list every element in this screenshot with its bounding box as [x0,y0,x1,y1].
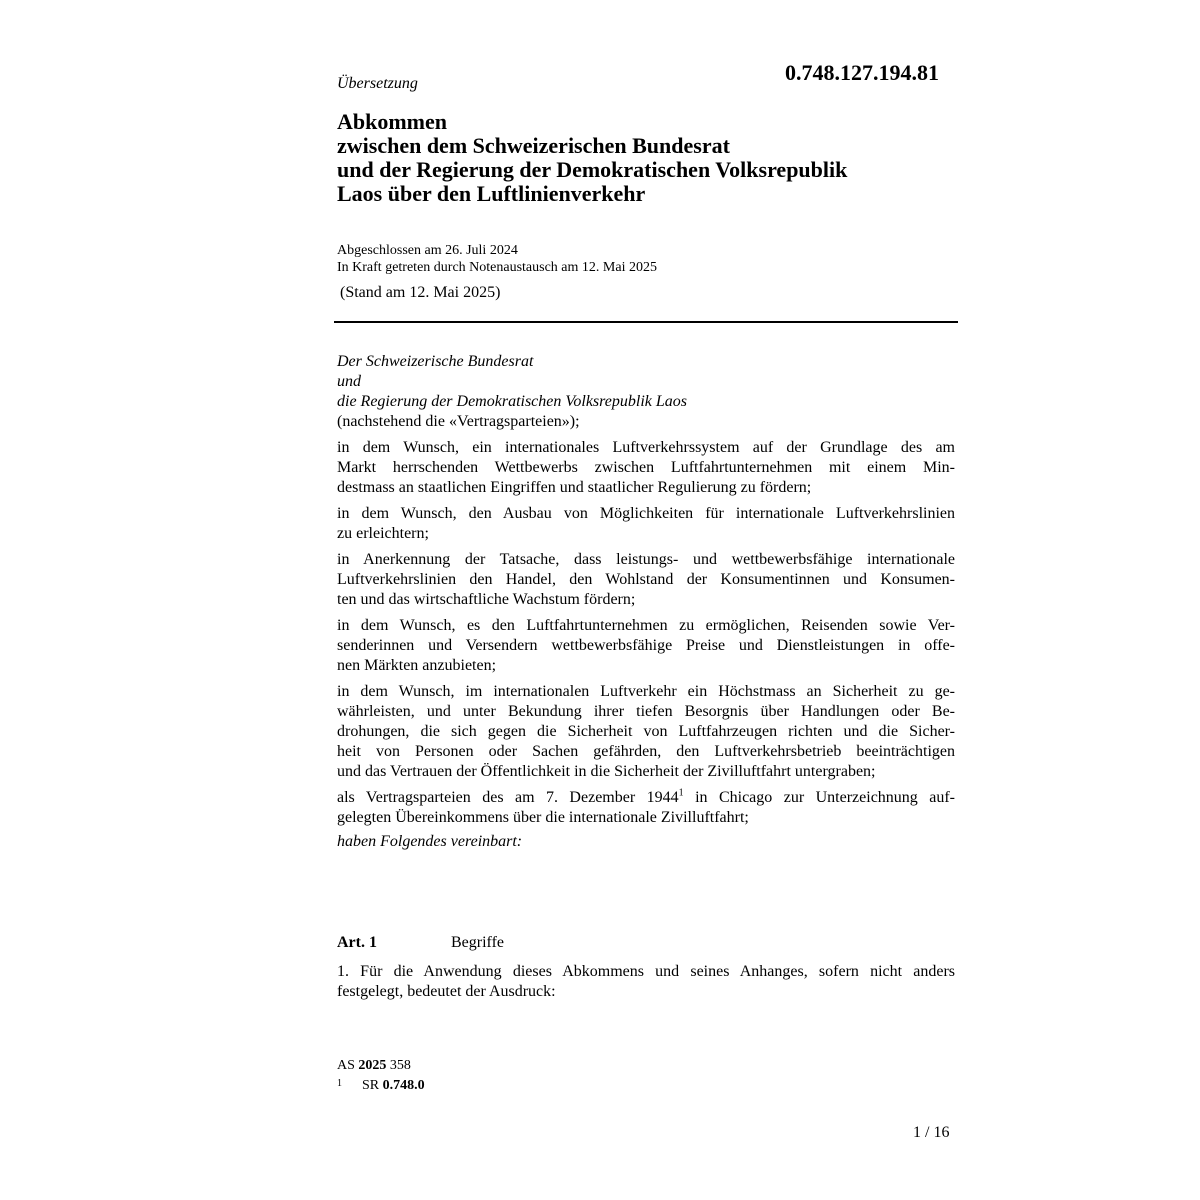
paragraph-line: festgelegt, bedeutet der Ausdruck: [337,983,556,1000]
title-line: und der Regierung der Demokratischen Volksrepublik [337,157,848,182]
chicago-text-before: als Vertragsparteien des am 7. Dezember 1944 [337,789,679,806]
preamble-paragraph [337,616,955,676]
document-title [337,110,957,206]
paragraph-line: Luftverkehrslinien den Handel, den Wohlstand der Konsumentinnen und Konsumen- [337,571,955,588]
preamble-paragraph [337,504,955,544]
article-paragraph [337,962,955,1002]
title-line: Laos über den Luftlinienverkehr [337,181,646,206]
sr-number: 0.748.127.194.81 [785,60,939,85]
paragraph-line: in dem Wunsch, den Ausbau von Möglichkeiten für internationale Luftverkehrslinien [337,505,955,522]
paragraph-line: zu erleichtern; [337,525,429,542]
sr-reference[interactable]: 0.748.0 [382,1078,425,1093]
paragraph-line: 1. Für die Anwendung dieses Abkommens und seines Anhanges, sofern nicht anders [337,963,955,980]
title-line: Abkommen [337,109,448,134]
paragraph-line: in dem Wunsch, ein internationales Luftverkehrssystem auf der Grundlage des am [337,439,955,456]
agreed-clause: haben Folgendes vereinbart: [337,833,523,850]
as-year: 2025 [358,1058,387,1073]
paragraph-line [337,788,955,808]
preamble [337,352,955,852]
parties-definition: (nachstehend die «Vertragsparteien»); [337,413,580,430]
sr-prefix: SR [362,1078,383,1093]
article-title: Begriffe [451,934,505,951]
paragraph-line: gelegten Übereinkommens über die internationale Zivilluftfahrt; [337,809,749,826]
paragraph-line: und das Vertrauen der Öffentlichkeit in die Sicherheit der Zivilluftfahrt untergraben; [337,763,876,780]
footnote-number: 1 [337,1078,342,1089]
paragraph-line: destmass an staatlichen Eingriffen und staatlicher Regulierung zu fördern; [337,479,812,496]
page-number: 1 / 16 [913,1124,950,1141]
paragraph-line: in dem Wunsch, es den Luftfahrtunternehmen zu ermöglichen, Reisenden sowie Ver- [337,617,955,634]
paragraph-line: währleisten, und unter Bekundung ihrer tiefen Besorgnis über Handlungen oder Be- [337,703,955,720]
paragraph-line: senderinnen und Versendern wettbewerbsfähige Preise und Dienstleistungen in offe- [337,637,955,654]
footnote [337,1078,425,1094]
paragraph-line: drohungen, die sich gegen die Sicherheit von Luftfahrzeugen richten und die Sicher- [337,723,955,740]
paragraph-line: in dem Wunsch, im internationalen Luftverkehr ein Höchstmass an Sicherheit zu ge- [337,683,955,700]
chicago-text-after: in Chicago zur Unterzeichnung auf- [683,789,955,806]
as-page: 358 [386,1058,411,1073]
footnote-reference[interactable]: 1 [678,787,684,799]
paragraph-line: Markt herrschenden Wettbewerbs zwischen Luftfahrtunternehmen mit einem Min- [337,459,955,476]
paragraph-line: in Anerkennung der Tatsache, dass leistungs- und wettbewerbsfähige internationale [337,551,955,568]
in-force-date: In Kraft getreten durch Notenaustausch am 12. Mai 2025 [337,260,657,275]
paragraph-line: ten und das wirtschaftliche Wachstum fördern; [337,591,636,608]
paragraph-line: nen Märkten anzubieten; [337,657,497,674]
translation-label: Übersetzung [337,75,418,92]
article-number: Art. 1 [337,934,377,951]
document-meta [337,242,657,276]
divider [334,321,958,323]
preamble-paragraph [337,438,955,498]
party-swiss: Der Schweizerische Bundesrat [337,353,534,370]
party-conjunction: und [337,373,361,390]
status-date: (Stand am 12. Mai 2025) [340,284,501,301]
paragraph-line: heit von Personen oder Sachen gefährden, den Luftverkehrsbetrieb beeinträchtigen [337,743,955,760]
concluded-date: Abgeschlossen am 26. Juli 2024 [337,243,518,258]
title-line: zwischen dem Schweizerischen Bundesrat [337,133,730,158]
as-prefix: AS [337,1058,359,1073]
chicago-paragraph [337,788,955,828]
preamble-paragraph [337,682,955,782]
as-reference [337,1058,411,1074]
preamble-paragraph [337,550,955,610]
party-laos: die Regierung der Demokratischen Volksrepublik Laos [337,393,688,410]
